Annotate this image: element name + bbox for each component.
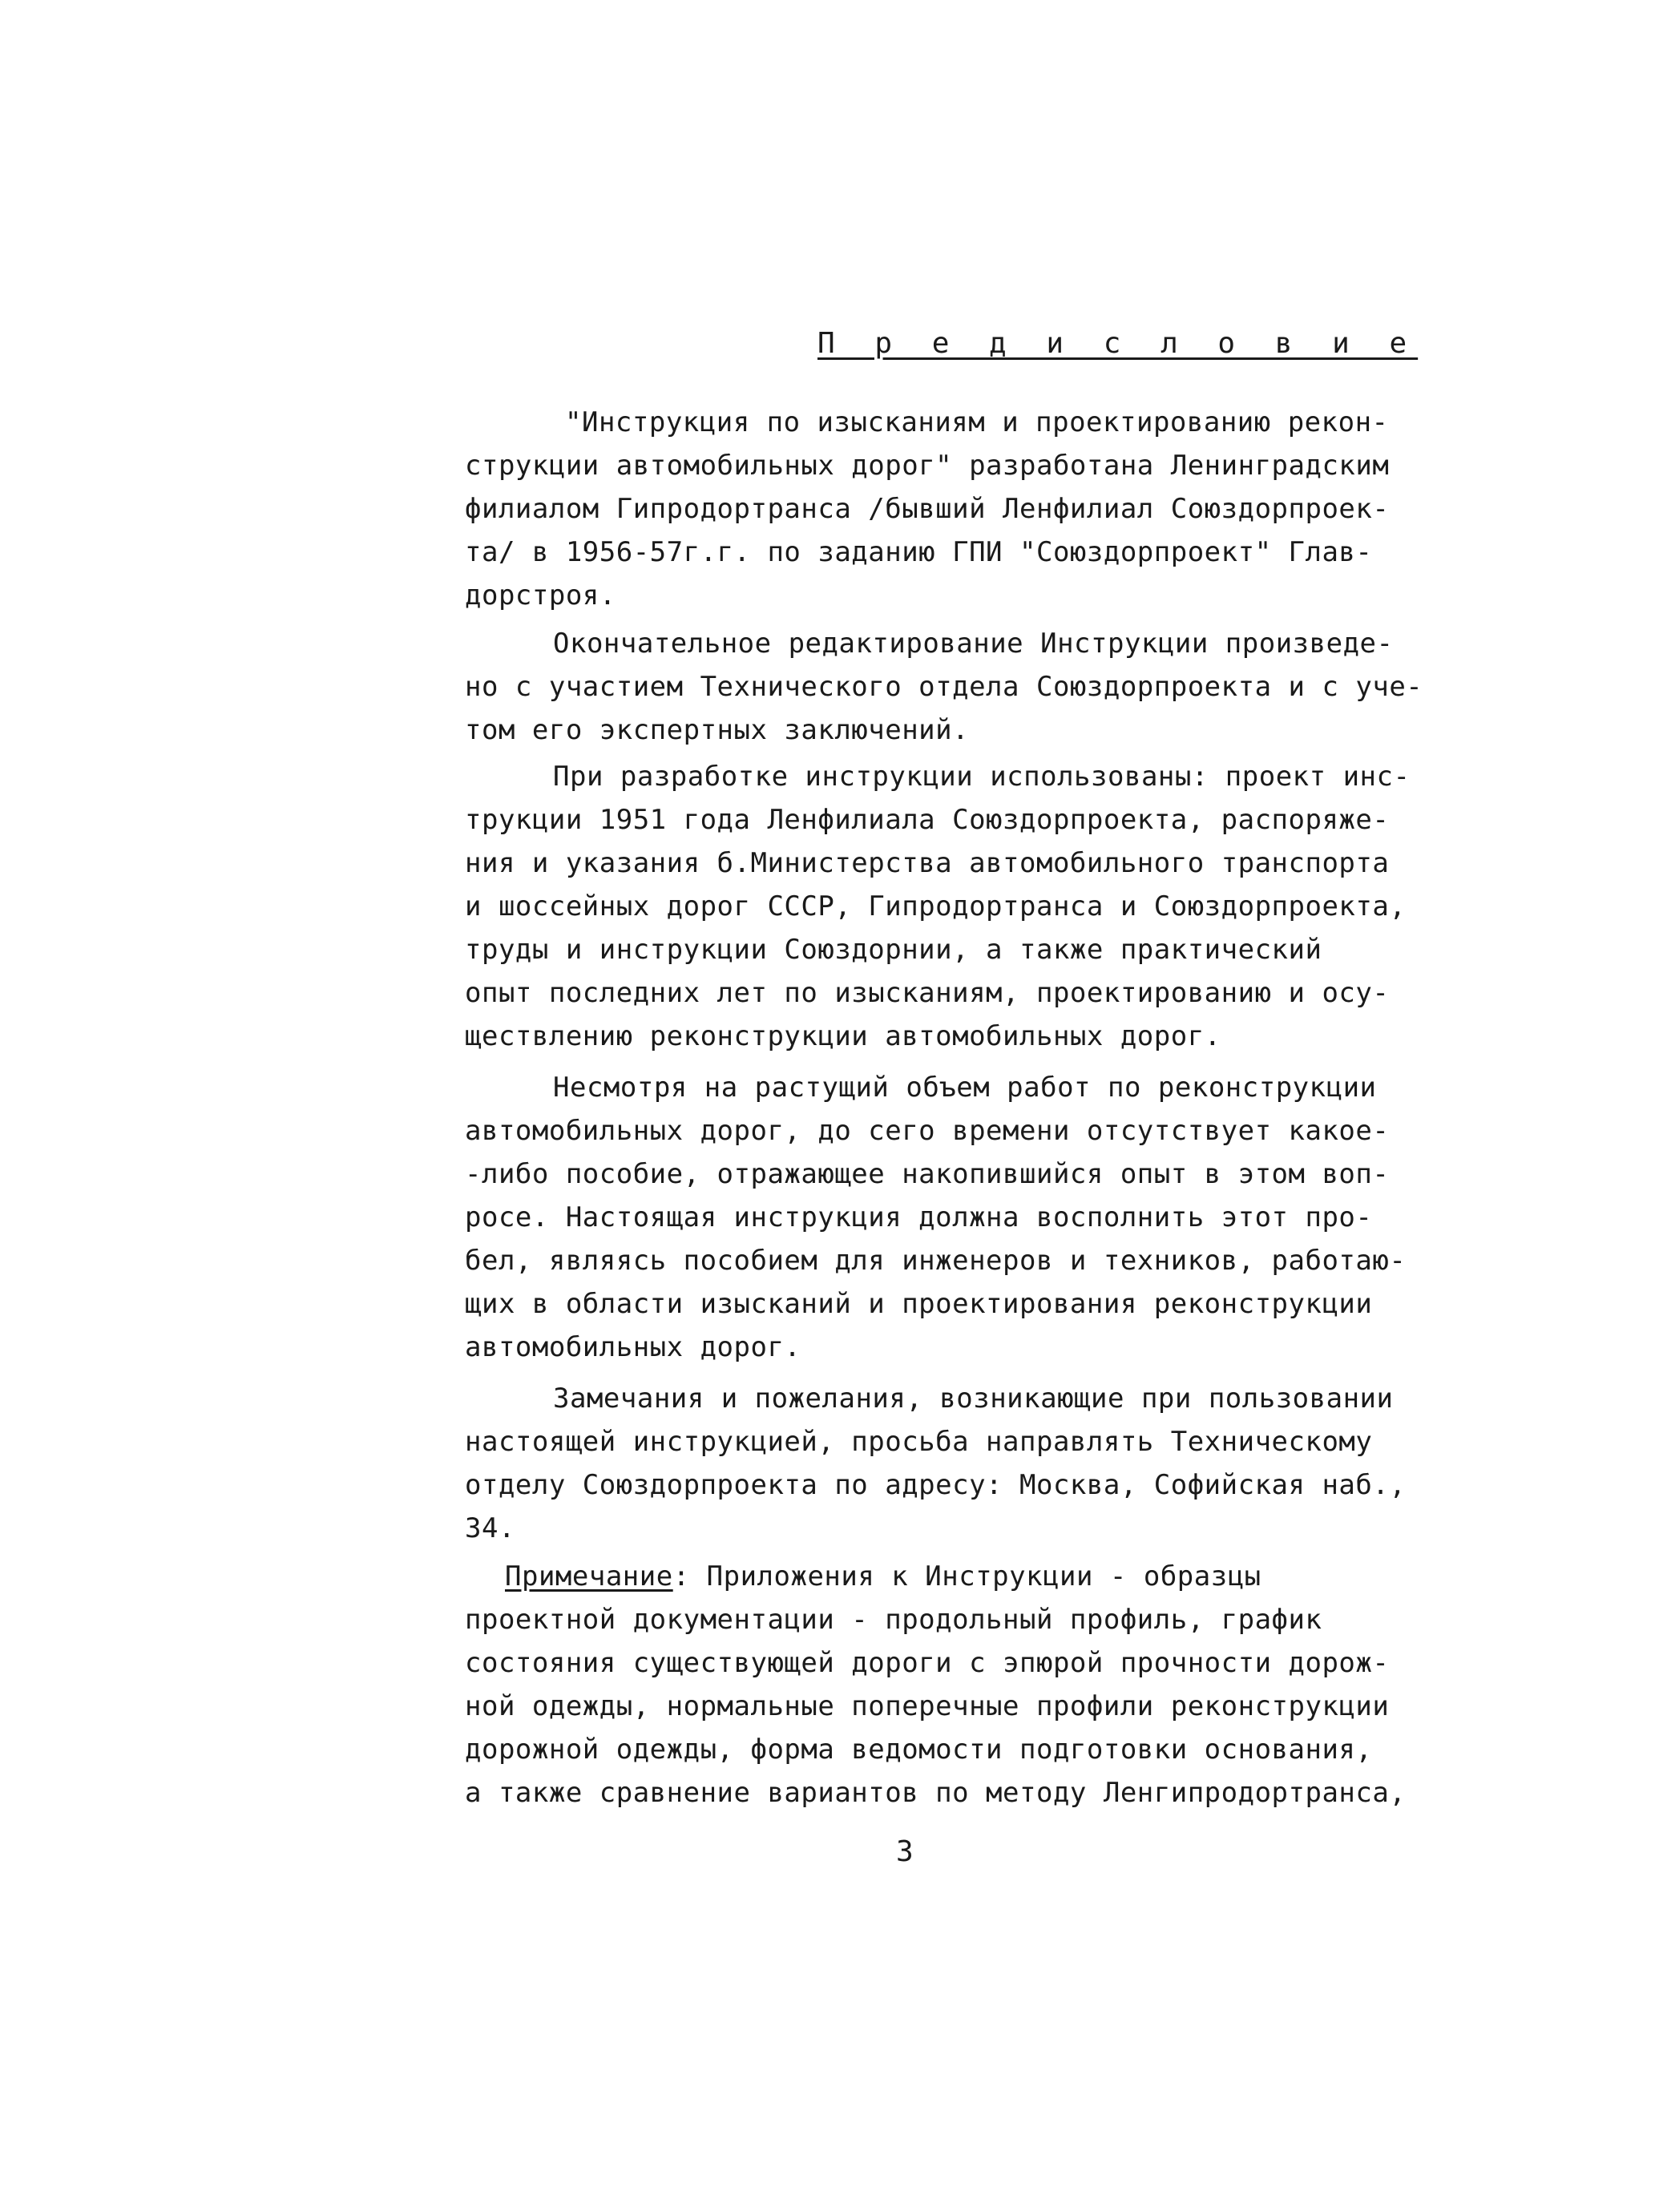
paragraph-1-line-5: дорстроя.	[465, 579, 616, 612]
paragraph-4-line-2: автомобильных дорог, до сего времени отсутствует какое-	[465, 1115, 1390, 1147]
paragraph-5-line-4: 34.	[465, 1512, 515, 1544]
paragraph-2-line-3: том его экспертных заключений.	[465, 714, 970, 746]
paragraph-5-line-3: отделу Союздорпроекта по адресу: Москва, Софийская наб.,	[465, 1469, 1407, 1501]
paragraph-3-line-1: При разработке инструкции использованы: проект инс-	[553, 761, 1411, 793]
paragraph-3-line-2: трукции 1951 года Ленфилиала Союздорпроекта, распоряже-	[465, 804, 1390, 836]
paragraph-2-line-2: но с участием Технического отдела Союздорпроекта и с уче-	[465, 671, 1423, 703]
paragraph-3-line-5: труды и инструкции Союздорнии, а также практический	[465, 934, 1322, 966]
paragraph-5-line-2: настоящей инструкцией, просьба направлять Техническому	[465, 1426, 1373, 1458]
paragraph-1-line-2: струкции автомобильных дорог" разработана Ленинградским	[465, 450, 1390, 482]
paragraph-3-line-4: и шоссейных дорог СССР, Гипродортранса и Союздорпроекта,	[465, 890, 1407, 922]
page-title: П р е д и с л о в и е	[817, 327, 1419, 360]
paragraph-2-line-1: Окончательное редактирование Инструкции произведе-	[553, 628, 1394, 660]
note-first-line-text: : Приложения к Инструкции - образцы	[672, 1560, 1261, 1592]
note-line-3: состояния существующей дороги с эпюрой прочности дорож-	[465, 1647, 1390, 1679]
paragraph-3-line-7: ществлению реконструкции автомобильных дорог.	[465, 1020, 1221, 1052]
note-first-line	[505, 1560, 1261, 1592]
paragraph-5-line-1: Замечания и пожелания, возникающие при пользовании	[553, 1382, 1394, 1415]
paragraph-3-line-3: ния и указания б.Министерства автомобильного транспорта	[465, 847, 1390, 879]
paragraph-4-line-1: Несмотря на растущий объем работ по реконструкции	[553, 1072, 1377, 1104]
paragraph-1-line-3: филиалом Гипродортранса /бывший Ленфилиал Союздорпроек-	[465, 493, 1390, 525]
paragraph-4-line-4: росе. Настоящая инструкция должна восполнить этот про-	[465, 1201, 1373, 1233]
note-line-4: ной одежды, нормальные поперечные профили реконструкции	[465, 1690, 1390, 1722]
paragraph-4-line-5: бел, являясь пособием для инженеров и техников, работаю-	[465, 1245, 1407, 1277]
page-number: 3	[896, 1835, 914, 1868]
paragraph-4-line-3: -либо пособие, отражающее накопившийся опыт в этом воп-	[465, 1158, 1390, 1190]
paragraph-3-line-6: опыт последних лет по изысканиям, проектированию и осу-	[465, 977, 1390, 1009]
note-line-5: дорожной одежды, форма ведомости подготовки основания,	[465, 1734, 1373, 1766]
note-line-2: проектной документации - продольный профиль, график	[465, 1604, 1322, 1636]
paragraph-1-line-1: "Инструкция по изысканиям и проектированию рекон-	[565, 406, 1389, 438]
paragraph-1-line-4: та/ в 1956-57г.г. по заданию ГПИ "Союздорпроект" Глав-	[465, 536, 1373, 568]
note-line-6: а также сравнение вариантов по методу Ленгипродортранса,	[465, 1777, 1407, 1809]
paragraph-4-line-6: щих в области изысканий и проектирования реконструкции	[465, 1288, 1373, 1320]
paragraph-4-line-7: автомобильных дорог.	[465, 1331, 801, 1363]
note-label: Примечание	[505, 1560, 673, 1592]
